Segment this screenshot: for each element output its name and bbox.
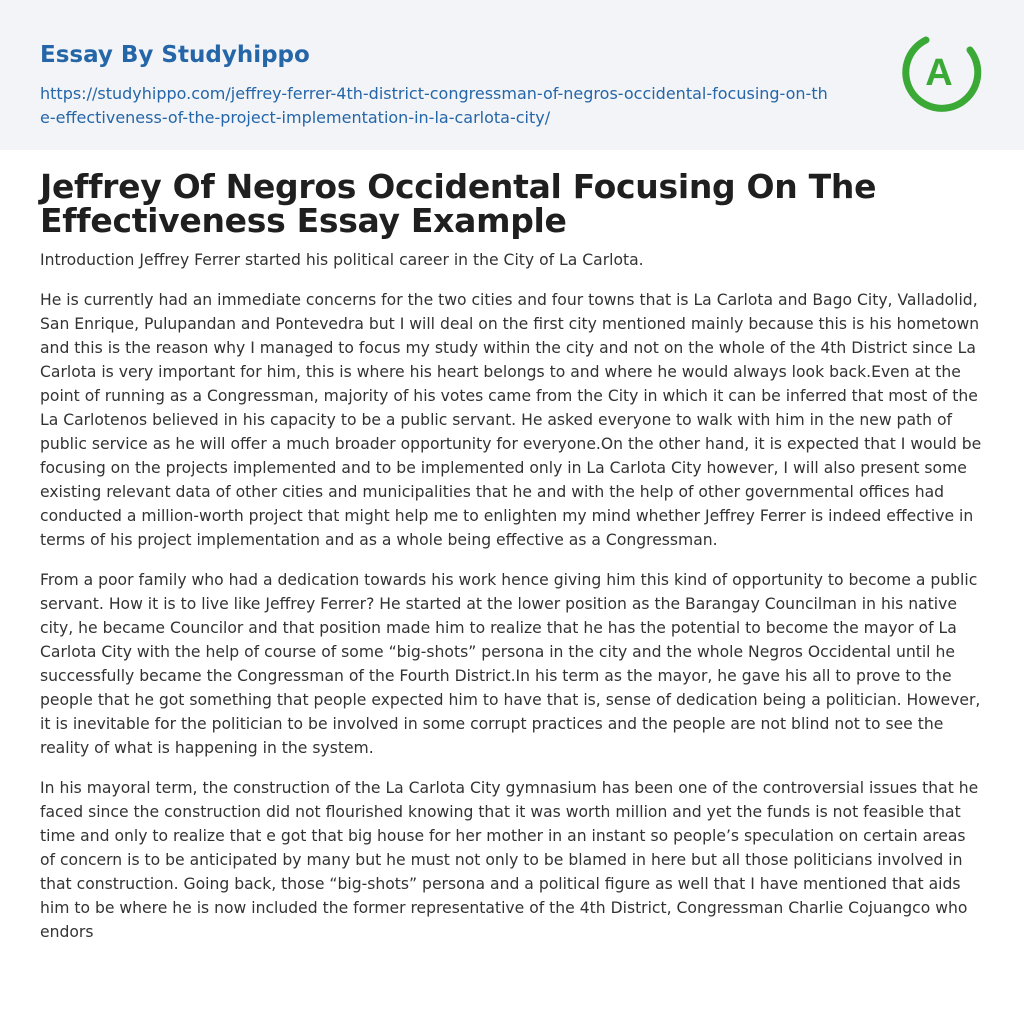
source-url-link[interactable]: https://studyhippo.com/jeffrey-ferrer-4th-district-congressman-of-negros-occidental-focusing-on-the-effectiveness-of-the-project-implementation-in-la-carlota-city/ (40, 84, 828, 127)
brand-title: Essay By Studyhippo (40, 42, 310, 68)
page-header (0, 0, 1024, 150)
essay-paragraph: In his mayoral term, the construction of the La Carlota City gymnasium has been one of the controversial issues that he faced since the construction did not flourished knowing that it was worth million and yet the funds is not feasible that time and only to realize that e got that big house for her mother in an instant so people’s speculation on certain areas of concern is to be anticipated by many but he must not only to be blamed in here but all those politicians involved in that construction. Going back, those “big-shots” persona and a political figure as well that I have mentioned that aids him to be where he is now included the former representative of the 4th District, Congressman Charlie Cojuangco who endors (40, 779, 979, 941)
essay-paragraph: Introduction Jeffrey Ferrer started his political career in the City of La Carlota. (40, 251, 644, 269)
studyhippo-logo-icon[interactable] (898, 28, 986, 116)
essay-content (0, 167, 1024, 944)
essay-title: Jeffrey Of Negros Occidental Focusing On The Effectiveness Essay Example (40, 167, 877, 240)
essay-paragraph: From a poor family who had a dedication towards his work hence giving him this kind of opportunity to become a public servant. How it is to live like Jeffrey Ferrer? He started at the lower position as the Barangay Councilman in his native city, he became Councilor and that position made him to realize that he has the potential to become the mayor of La Carlota City with the help of course of some “big-shots” persona in the city and the whole Negros Occidental until he successfully became the Congressman of the Fourth District.In his term as the mayor, he gave his all to prove to the people that he got something that people expected him to have that is, sense of dedication being a politician. However, it is inevitable for the politician to be involved in some corrupt practices and the people are not blind not to see the reality of what is happening in the system. (40, 571, 981, 757)
logo-letter: A (925, 52, 953, 94)
essay-paragraph: He is currently had an immediate concerns for the two cities and four towns that is La Carlota and Bago City, Valladolid, San Enrique, Pulupandan and Pontevedra but I will deal on the first city mentioned mainly because this is his hometown and this is the reason why I managed to focus my study within the city and not on the whole of the 4th District since La Carlota is very important for him, this is where his heart belongs to and where he would always look back.Even at the point of running as a Congressman, majority of his votes came from the City in which it can be inferred that most of the La Carlotenos believed in his capacity to be a public servant. He asked everyone to walk with him in the new path of public service as he will offer a much broader opportunity for everyone.On the other hand, it is expected that I would be focusing on the projects implemented and to be implemented only in La Carlota City however, I will also present some existing relevant data of other cities and municipalities that he and with the help of other governmental offices had conducted a million-worth project that might help me to enlighten my mind whether Jeffrey Ferrer is indeed effective in terms of his project implementation and as a whole being effective as a Congressman. (40, 291, 982, 549)
